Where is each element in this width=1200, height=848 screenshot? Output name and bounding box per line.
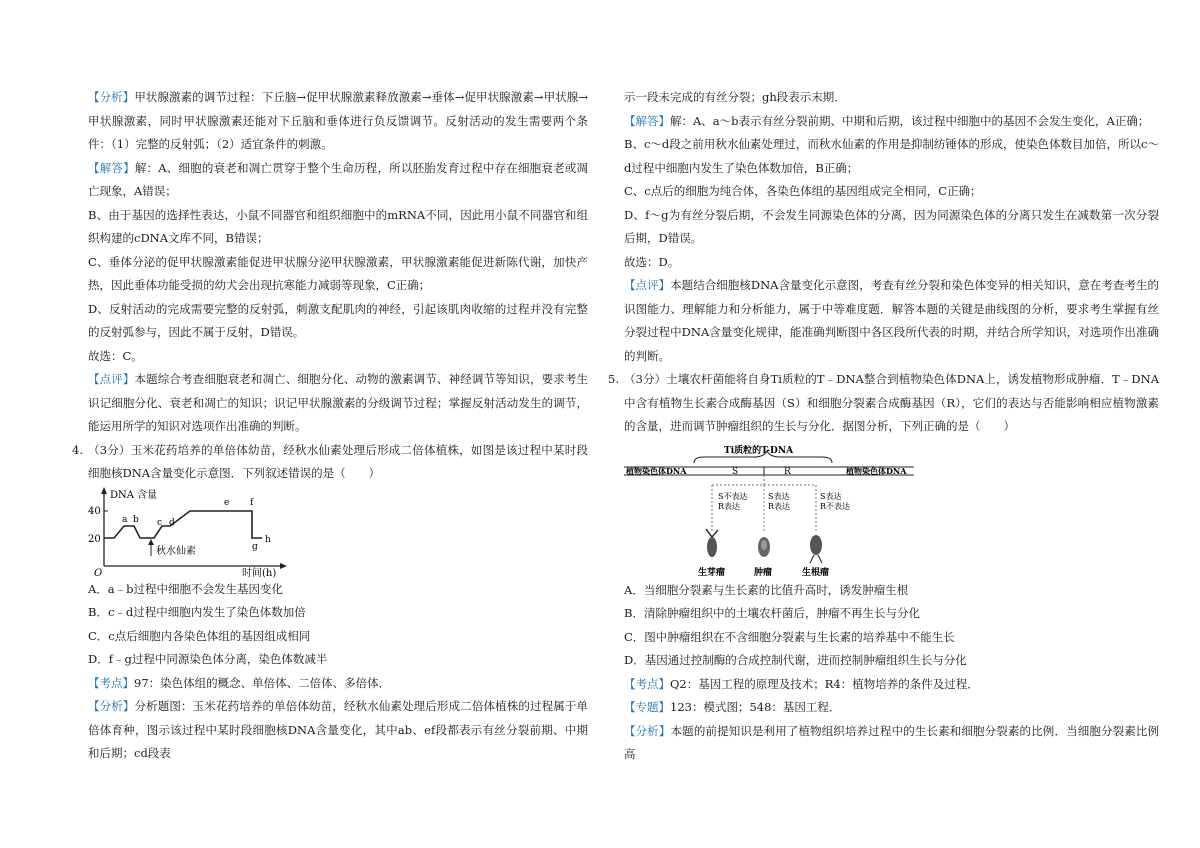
right-chromosome-label: 植物染色体DNA [846,465,907,476]
left-column [72,86,589,766]
y-tick-40: 40 [88,505,101,517]
branch-2-line1: S表达 [768,491,790,501]
point-label-g: g [252,541,258,552]
left-chromosome-label: 植物染色体DNA [626,465,687,476]
branch-3-line2: R不表达 [820,501,851,511]
q4-fenxi [88,695,588,766]
branch-1-line1: S不表达 [718,491,748,501]
tumor-drawing [758,537,770,557]
q4-option-a: A．a﹣b过程中细胞不会发生基因变化 [88,581,284,596]
q4-answer-c: C、c点后的细胞为纯合体，各染色体组的基因组成完全相同，C正确； [624,184,982,198]
analysis-tag: 【分析】 [88,90,135,104]
q4-comment [624,274,1159,368]
t-dna-title: Ti质粒的T-DNA [724,445,794,456]
q5-zhuanti [624,696,1159,720]
q4-answer [624,110,1159,134]
point-label-d: d [169,517,175,528]
question-5 [608,368,1159,439]
point-label-f: f [250,497,254,508]
branch-3-line1: S表达 [820,491,842,501]
answer-c: C、垂体分泌的促甲状腺激素能促进甲状腺分泌甲状腺激素，甲状腺激素能促进新陈代谢，加快产热，因此垂体功能受损的幼犬会出现抗寒能力减弱等现象，C正确； [88,254,588,292]
q5-zhuanti-text: 123：模式图；548：基因工程． [670,700,841,714]
answer-paragraph [88,157,588,204]
q4-kaodian-text: 97：染色体组的概念、单倍体、二倍体、多倍体． [134,675,391,690]
q4-kaodian-tag: 【考点】 [88,675,134,690]
x-axis-arrow [280,563,287,569]
point-label-c: c [157,517,163,528]
q5-zhuanti-tag: 【专题】 [624,700,670,714]
shoot-tumor-drawing [706,529,718,557]
q4-fenxi-tag: 【分析】 [88,699,135,713]
question-5-stem: （3分）土壤农杆菌能将自身Ti质粒的T﹣DNA整合到植物染色体DNA上，诱发植物形成肿瘤．T﹣DNA中含有植物生长素合成酶基因（S）和细胞分裂素合成酶基因（R），它们的表达与否能影响相应植物激素的含量，进而调节肿瘤组织的生长与分化．据图分析，下列正确的是（ ） [624,372,1159,433]
point-label-e: e [224,497,230,508]
answer-b: B、由于基因的选择性表达，小鼠不同器官和组织细胞中的mRNA不同，因此用小鼠不同器官和组织构建的cDNA文库不同，B错误； [88,207,588,245]
colchicine-label: 秋水仙素 [156,545,196,557]
analysis-text: 甲状腺激素的调节过程：下丘脑→促甲状腺激素释放激素→垂体→促甲状腺激素→甲状腺→甲状腺激素，同时甲状腺激素还能对下丘脑和垂体进行负反馈调节。反射活动的发生需要两个条件：（1）完整的反射弧；（2）适宜条件的刺激。 [88,90,588,151]
colchicine-arrow-head [148,539,154,545]
y-tick-20: 20 [88,533,101,545]
answer-choice: 故选：C。 [88,348,143,363]
branch-1-line2: R表达 [718,501,741,511]
root-tumor-label: 生根瘤 [802,567,830,578]
q4-answer-b: B、c～d段之前用秋水仙素处理过，而秋水仙素的作用是抑制纺锤体的形成，使染色体数目加倍，所以c～d过程中细胞内发生了染色体数加倍，B正确； [624,137,1159,175]
question-4 [72,439,588,486]
q5-fenxi-text: 本题的前提知识是利用了植物组织培养过程中的生长素和细胞分裂素的比例．当细胞分裂素比例高 [624,723,1160,761]
question-4-number: 4. [72,442,83,457]
q4-option-b: B．c﹣d过程中细胞内发生了染色体数加倍 [88,605,306,619]
q4-choice: 故选：D。 [624,254,680,269]
gene-r-label: R [784,466,791,477]
answer-tag: 【解答】 [88,160,135,175]
branch-2-line2: R表达 [768,501,791,511]
y-axis-arrow [101,487,107,494]
q4-answer-tag: 【解答】 [624,113,670,128]
y-axis-label: DNA 含量 [110,489,158,501]
t-dna-figure [624,441,914,579]
q5-kaodian [624,673,1159,697]
question-4-stem: （3分）玉米花药培养的单倍体幼苗，经秋水仙素处理后形成二倍体植株，如图是该过程中某时段细胞核DNA含量变化示意图．下列叙述错误的是（ ） [88,442,588,480]
shoot-tumor-label: 生芽瘤 [698,567,726,578]
point-label-a: a [122,514,128,525]
q4-comment-text: 本题结合细胞核DNA含量变化示意图，考查有丝分裂和染色体变异的相关知识，意在考查考生的识图能力、理解能力和分析能力，属于中等难度题．解答本题的关键是曲线图的分析，要求考生掌握有丝分裂过程中DNA含量变化规律，能准确判断图中各区段所代表的时期，并结合所学知识，对选项作出准确的判断。 [624,278,1160,363]
q5-kaodian-text: Q2：基因工程的原理及技术；R4：植物培养的条件及过程． [670,676,979,691]
q4-fenxi-continued: 示一段未完成的有丝分裂；gh段表示末期． [624,90,846,104]
q5-kaodian-tag: 【考点】 [624,676,670,691]
q4-option-d: D．f﹣g过程中同源染色体分离，染色体数减半 [88,652,328,666]
q4-answer-text: 解：A、a～b表示有丝分裂前期、中期和后期，该过程中细胞中的基因不会发生变化，A正确； [670,113,1150,128]
comment-paragraph [88,368,588,439]
origin-label: O [94,567,103,578]
q5-option-c: C．图中肿瘤组织在不含细胞分裂素与生长素的培养基中不能生长 [624,629,955,644]
dna-curve [104,511,262,538]
comment-tag: 【点评】 [88,372,135,386]
answer-text: 解：A、细胞的衰老和凋亡贯穿于整个生命历程，所以胚胎发育过程中存在细胞衰老或凋亡现象，A错误； [88,160,588,198]
root-tumor-drawing [810,535,822,563]
q4-fenxi-text: 分析题图：玉米花药培养的单倍体幼苗，经秋水仙素处理后形成二倍体植株的过程属于单倍体育种，图示该过程中某时段细胞核DNA含量变化，其中ab、ef段都表示有丝分裂前期、中期和后期；cd段表 [88,699,589,760]
point-label-b: b [133,514,139,525]
q5-option-d: D．基因通过控制酶的合成控制代谢，进而控制肿瘤组织生长与分化 [624,653,967,667]
q5-fenxi [624,720,1159,767]
q4-answer-d: D、f～g为有丝分裂后期，不会发生同源染色体的分离，因为同源染色体的分离只发生在减数第一次分裂后期，D错误。 [624,207,1159,245]
gene-s-label: S [732,466,739,477]
right-column [608,86,1160,767]
x-axis-label: 时间(h) [242,567,277,578]
q5-fenxi-tag: 【分析】 [624,723,671,738]
q5-option-b: B．清除肿瘤组织中的土壤农杆菌后，肿瘤不再生长与分化 [624,606,920,620]
q4-comment-tag: 【点评】 [624,278,671,292]
question-5-number: 5. [608,372,619,386]
analysis-paragraph [88,86,588,157]
q4-kaodian [88,672,588,696]
tumor-label: 肿瘤 [754,567,773,578]
point-label-h: h [265,534,271,545]
q4-option-c: C．c点后细胞内各染色体组的基因组成相同 [88,628,311,643]
answer-d: D、反射活动的完成需要完整的反射弧，刺激支配肌肉的神经，引起该肌肉收缩的过程并没有完整的反射弧参与，因此不属于反射，D错误。 [88,301,588,339]
comment-text: 本题综合考查细胞衰老和凋亡、细胞分化、动物的激素调节、神经调节等知识，要求考生识记细胞分化、衰老和凋亡的知识；识记甲状腺激素的分级调节过程；掌握反射活动发生的调节，能运用所学的知识对选项作出准确的判断。 [88,372,589,433]
q5-option-a: A．当细胞分裂素与生长素的比值升高时，诱发肿瘤生根 [624,582,909,597]
dna-content-figure [88,486,288,578]
